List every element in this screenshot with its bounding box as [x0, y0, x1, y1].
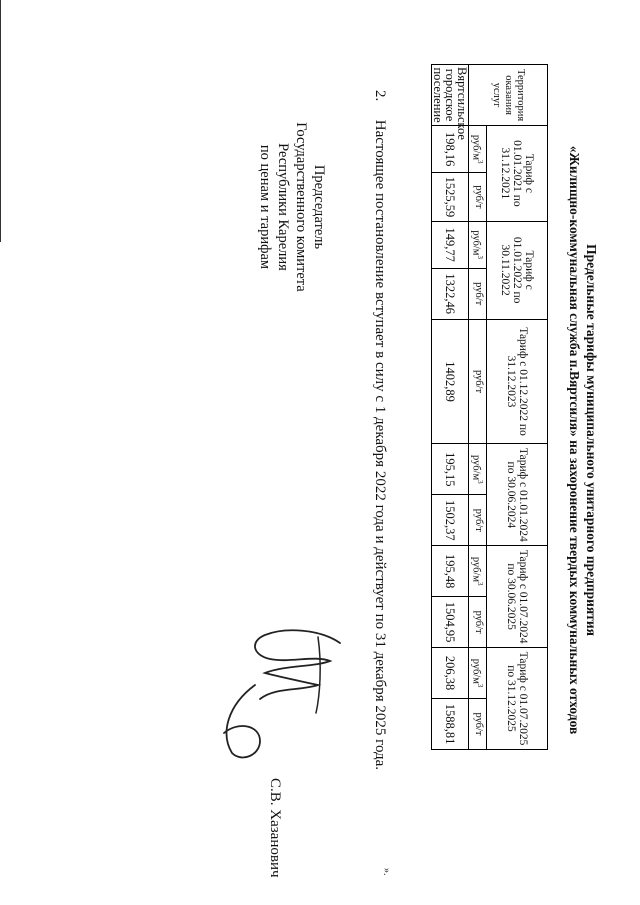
unit-cell-t: руб/т — [469, 319, 487, 444]
value-cell: 206,38 — [432, 648, 469, 699]
unit-cell-m3: руб/$м^3$ — [469, 444, 487, 495]
unit-cell-m3: руб/$м^3$ — [469, 648, 487, 699]
period-header-cell: Тариф с 01.07.2024 по 30.06.2025 — [487, 546, 548, 648]
title-line-2: «Жилищно-коммунальная служба п.Вяртсиля» на захоронение твердых коммунальных отходов — [567, 145, 582, 735]
handwritten-signature — [210, 625, 360, 765]
unit-cell-m3: руб/$м^3$ — [469, 126, 487, 173]
unit-cell-t: руб/т — [469, 597, 487, 648]
clause-number: 2. — [372, 90, 388, 102]
page-edge-line — [0, 0, 1, 242]
period-header-cell: Тариф с 01.01.2022 по 30.11.2022 — [487, 221, 548, 319]
table-row — [432, 65, 469, 750]
value-cell: 1588,81 — [432, 699, 469, 750]
unit-cell-m3: руб/$м^3$ — [469, 546, 487, 597]
value-cell: 149,77 — [432, 221, 469, 268]
value-cell: 195,15 — [432, 444, 469, 495]
value-cell: 195,48 — [432, 546, 469, 597]
value-cell: 1504,95 — [432, 597, 469, 648]
value-cell: 1402,89 — [432, 319, 469, 444]
signatory-title — [256, 112, 328, 302]
unit-cell-t: руб/т — [469, 173, 487, 221]
territory-header-cell: Территория оказания услуг — [469, 65, 548, 126]
period-header-cell: Тариф с 01.12.2022 по 31.12.2023 — [487, 319, 548, 444]
signatory-name: С.В. Хазанович — [267, 778, 283, 878]
unit-cell-t: руб/т — [469, 699, 487, 750]
clause-2 — [371, 90, 388, 770]
value-cell: 198,16 — [432, 126, 469, 173]
value-cell: 1525,59 — [432, 173, 469, 221]
signatory-title-line: Председатель — [311, 164, 327, 250]
territory-cell: Вяртсильское городское поселение — [432, 65, 469, 126]
unit-cell-t: руб/т — [469, 495, 487, 546]
unit-cell-t: руб/т — [469, 268, 487, 319]
value-cell: 1502,37 — [432, 495, 469, 546]
period-header-cell: Тариф с 01.01.2021 по 31.12.2021 — [487, 126, 548, 221]
table-unit-row — [469, 65, 487, 750]
signatory-title-line: по ценам и тарифам — [257, 144, 273, 270]
signatory-title-line: Государственного комитета — [293, 122, 309, 292]
tariff-table — [432, 64, 549, 750]
clause-text: Настоящее постановление вступает в силу с 1 декабря 2022 года и действует по 31 декабря 2025 года. — [372, 119, 388, 771]
title-line-1: Предельные тарифы муниципального унитарного предприятия — [584, 244, 599, 636]
unit-cell-m3: руб/$м^3$ — [469, 221, 487, 268]
value-cell: 1322,46 — [432, 268, 469, 319]
table-header-row — [487, 65, 548, 750]
period-header-cell: Тариф с 01.07.2025 по 31.12.2025 — [487, 648, 548, 750]
page-mark: ». — [381, 868, 392, 876]
signatory-title-line: Республики Карелия — [275, 143, 291, 271]
document-title — [566, 60, 600, 820]
period-header-cell: Тариф с 01.01.2024 по 30.06.2024 — [487, 444, 548, 546]
